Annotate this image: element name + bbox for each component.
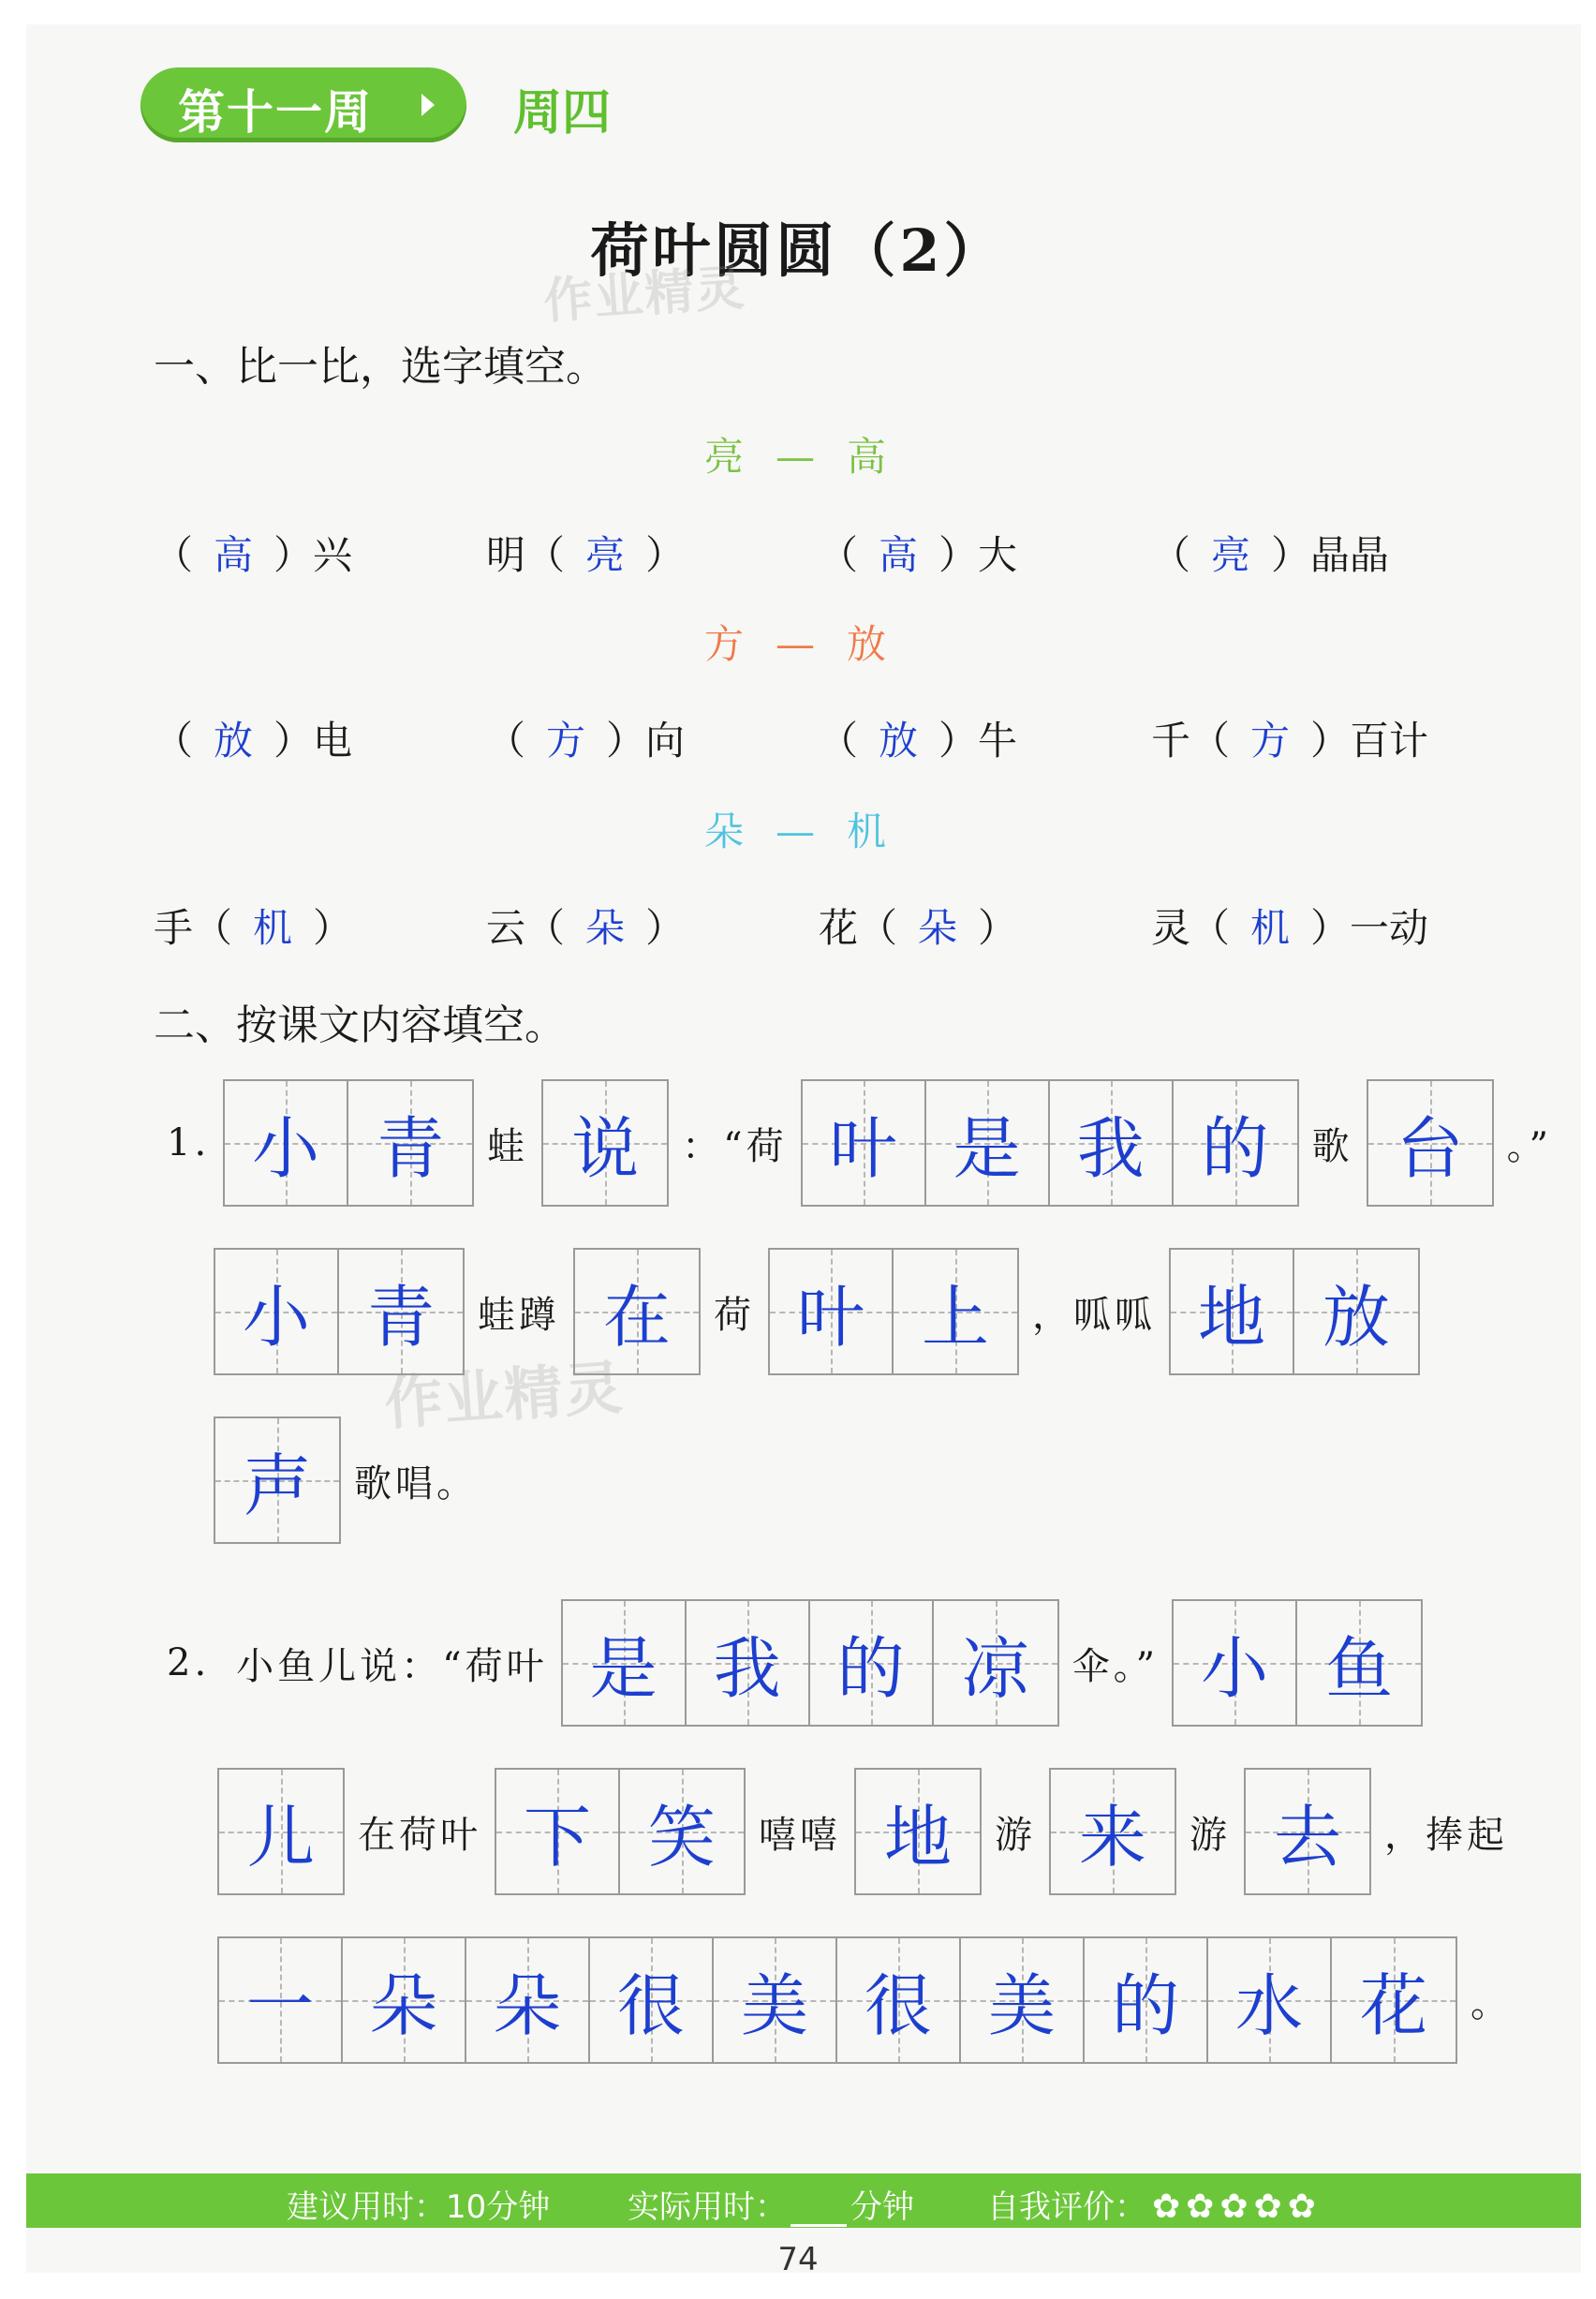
fill-row bbox=[154, 897, 1512, 954]
writing-grid bbox=[495, 1768, 746, 1895]
fill-blank-item bbox=[486, 897, 685, 954]
blank-answer[interactable]: 放 bbox=[879, 718, 919, 764]
fill-blank-item bbox=[1151, 525, 1389, 581]
grid-cell[interactable] bbox=[803, 1081, 926, 1205]
blank-suffix: ）大 bbox=[938, 532, 1018, 578]
writing-grid bbox=[1169, 1248, 1420, 1375]
grid-cell[interactable] bbox=[620, 1770, 744, 1893]
weekday-label: 周四 bbox=[513, 85, 612, 141]
grid-cell[interactable] bbox=[466, 1938, 590, 2062]
handwritten-answer: 朵 bbox=[493, 1966, 561, 2045]
grid-cell[interactable] bbox=[894, 1250, 1017, 1373]
arrow-right-icon bbox=[421, 94, 435, 116]
writing-grid bbox=[217, 1936, 1457, 2064]
page-number: 74 bbox=[777, 2241, 819, 2278]
handwritten-answer: 声 bbox=[243, 1446, 311, 1525]
fill-row bbox=[154, 525, 1512, 581]
handwritten-answer: 上 bbox=[921, 1278, 989, 1357]
pair-char: 亮 bbox=[703, 434, 749, 480]
writing-grid bbox=[573, 1248, 701, 1375]
grid-cell[interactable] bbox=[934, 1601, 1057, 1725]
blank-answer[interactable]: 朵 bbox=[918, 905, 958, 951]
week-badge bbox=[140, 67, 466, 142]
handwritten-answer: 很 bbox=[616, 1966, 685, 2045]
blank-prefix: 花（ bbox=[819, 905, 898, 951]
flower-rating-icon[interactable]: ✿ bbox=[1186, 2188, 1215, 2226]
handwritten-answer: 我 bbox=[713, 1629, 781, 1708]
handwritten-answer: 鱼 bbox=[1325, 1629, 1394, 1708]
compare-pair bbox=[0, 614, 1596, 670]
grid-cell[interactable] bbox=[1174, 1081, 1297, 1205]
grid-cell[interactable] bbox=[687, 1601, 810, 1725]
handwritten-answer: 一 bbox=[245, 1966, 314, 2045]
handwritten-answer: 地 bbox=[883, 1798, 952, 1876]
writing-grid bbox=[768, 1248, 1019, 1375]
handwritten-answer: 地 bbox=[1197, 1278, 1265, 1357]
pair-char: 高 bbox=[847, 434, 893, 480]
grid-cell[interactable] bbox=[926, 1081, 1050, 1205]
handwritten-answer: 朵 bbox=[369, 1966, 437, 2045]
grid-cell[interactable] bbox=[215, 1418, 339, 1542]
handwritten-answer: 叶 bbox=[796, 1278, 864, 1357]
actual-time-label: 实际用时： bbox=[628, 2188, 787, 2226]
blank-answer[interactable]: 朵 bbox=[585, 905, 626, 951]
writing-grid bbox=[1172, 1599, 1423, 1727]
grid-cell[interactable] bbox=[575, 1250, 699, 1373]
grid-cell[interactable] bbox=[1051, 1770, 1175, 1893]
handwritten-answer: 笑 bbox=[647, 1798, 716, 1876]
handwritten-answer: 我 bbox=[1076, 1109, 1145, 1188]
fill-blank-item bbox=[154, 525, 352, 581]
passage-text: 游 bbox=[995, 1813, 1036, 1857]
handwritten-answer: 美 bbox=[987, 1966, 1056, 2045]
passage-text: 蛙蹲 bbox=[478, 1293, 560, 1337]
writing-grid bbox=[1049, 1768, 1176, 1895]
grid-cell[interactable] bbox=[714, 1938, 837, 2062]
grid-cell[interactable] bbox=[348, 1081, 472, 1205]
blank-answer[interactable]: 机 bbox=[253, 905, 293, 951]
actual-time-unit: 分钟 bbox=[850, 2188, 914, 2226]
writing-grid bbox=[801, 1079, 1299, 1207]
handwritten-answer: 青 bbox=[366, 1278, 435, 1357]
handwritten-answer: 台 bbox=[1396, 1109, 1464, 1188]
passage-text: ：“荷 bbox=[682, 1124, 788, 1168]
passage-text: ，捧起 bbox=[1384, 1813, 1508, 1857]
rating-flowers bbox=[1146, 2188, 1316, 2226]
grid-cell[interactable] bbox=[770, 1250, 894, 1373]
watermark-middle: 作业精灵 bbox=[382, 1353, 627, 1438]
blank-prefix: 千（ bbox=[1151, 718, 1231, 764]
passage-text: 荷 bbox=[714, 1293, 755, 1337]
writing-grid bbox=[1244, 1768, 1371, 1895]
blank-suffix: ） bbox=[313, 905, 353, 951]
handwritten-answer: 美 bbox=[740, 1966, 808, 2045]
grid-cell[interactable] bbox=[543, 1081, 667, 1205]
writing-grid bbox=[854, 1768, 982, 1895]
flower-rating-icon[interactable]: ✿ bbox=[1253, 2188, 1282, 2226]
blank-prefix: （ bbox=[819, 532, 859, 578]
fill-blank-item bbox=[819, 710, 1017, 766]
page-title: 荷叶圆圆（2） bbox=[590, 216, 1006, 285]
grid-cell[interactable] bbox=[225, 1081, 348, 1205]
passage-text: 伞。” bbox=[1071, 1644, 1160, 1688]
blank-suffix: ）一动 bbox=[1310, 905, 1429, 951]
handwritten-answer: 很 bbox=[864, 1966, 932, 2045]
flower-rating-icon[interactable]: ✿ bbox=[1287, 2188, 1316, 2226]
grid-cell[interactable] bbox=[1297, 1601, 1421, 1725]
compare-pair bbox=[0, 426, 1596, 482]
footer-bar bbox=[26, 2173, 1581, 2228]
pair-char: 机 bbox=[847, 808, 893, 854]
grid-cell[interactable] bbox=[590, 1938, 714, 2062]
grid-cell[interactable] bbox=[1085, 1938, 1208, 2062]
section1-heading: 一、比一比，选字填空。 bbox=[154, 343, 607, 391]
grid-cell[interactable] bbox=[1294, 1250, 1418, 1373]
blank-answer[interactable]: 方 bbox=[546, 718, 586, 764]
pair-dash: — bbox=[776, 434, 820, 480]
self-evaluation bbox=[987, 2181, 1316, 2227]
blank-prefix: 手（ bbox=[154, 905, 233, 951]
pair-char: 朵 bbox=[703, 808, 749, 854]
pair-dash: — bbox=[776, 621, 820, 667]
passage-text: 。 bbox=[1470, 1981, 1512, 2025]
handwritten-answer: 小 bbox=[242, 1278, 310, 1357]
compare-pair bbox=[0, 801, 1596, 857]
flower-rating-icon[interactable]: ✿ bbox=[1219, 2188, 1249, 2226]
fill-blank-item bbox=[1151, 897, 1428, 954]
passage-text: 小鱼儿说：“荷叶 bbox=[236, 1644, 548, 1688]
grid-cell[interactable] bbox=[215, 1250, 339, 1373]
suggested-time: 建议用时：10分钟 bbox=[287, 2188, 551, 2226]
actual-time-blank[interactable] bbox=[791, 2196, 847, 2227]
fill-blank-item bbox=[154, 897, 352, 954]
writing-grid bbox=[217, 1768, 345, 1895]
blank-prefix: 明（ bbox=[486, 532, 566, 578]
grid-cell[interactable] bbox=[961, 1938, 1085, 2062]
blank-answer[interactable]: 亮 bbox=[1211, 532, 1251, 578]
handwritten-answer: 青 bbox=[377, 1109, 445, 1188]
handwritten-answer: 说 bbox=[571, 1109, 640, 1188]
grid-cell[interactable] bbox=[810, 1601, 934, 1725]
handwritten-answer: 是 bbox=[953, 1109, 1021, 1188]
handwritten-answer: 来 bbox=[1078, 1798, 1146, 1876]
passage-text: 歌唱。 bbox=[354, 1461, 478, 1505]
blank-suffix: ） bbox=[645, 905, 686, 951]
handwritten-answer: 小 bbox=[252, 1109, 320, 1188]
writing-grid bbox=[223, 1079, 474, 1207]
handwritten-answer: 水 bbox=[1234, 1966, 1303, 2045]
writing-grid bbox=[214, 1248, 465, 1375]
passage-text: 。” bbox=[1506, 1124, 1553, 1168]
watermark-top: 作业精灵 bbox=[541, 260, 748, 331]
handwritten-answer: 的 bbox=[1201, 1109, 1269, 1188]
grid-cell[interactable] bbox=[1368, 1081, 1492, 1205]
grid-cell[interactable] bbox=[1050, 1081, 1174, 1205]
question-number: 1. bbox=[167, 1121, 211, 1164]
writing-grid bbox=[541, 1079, 669, 1207]
handwritten-answer: 的 bbox=[836, 1629, 905, 1708]
passage-text: 游 bbox=[1190, 1813, 1231, 1857]
handwritten-answer: 小 bbox=[1201, 1629, 1269, 1708]
fill-row bbox=[154, 710, 1512, 766]
blank-prefix: 灵（ bbox=[1151, 905, 1231, 951]
blank-suffix: ）兴 bbox=[273, 532, 353, 578]
passage-text: 在荷叶 bbox=[358, 1813, 481, 1857]
self-eval-label: 自我评价： bbox=[987, 2188, 1146, 2226]
grid-cell[interactable] bbox=[563, 1601, 687, 1725]
blank-prefix: （ bbox=[154, 532, 194, 578]
section2-heading: 二、按课文内容填空。 bbox=[154, 1001, 566, 1049]
fill-blank-item bbox=[819, 525, 1017, 581]
blank-prefix: （ bbox=[1151, 532, 1191, 578]
grid-cell[interactable] bbox=[219, 1770, 343, 1893]
grid-cell[interactable] bbox=[856, 1770, 980, 1893]
writing-grid bbox=[561, 1599, 1059, 1727]
fill-blank-item bbox=[1151, 710, 1428, 766]
pair-char: 方 bbox=[703, 621, 749, 667]
blank-answer[interactable]: 机 bbox=[1250, 905, 1291, 951]
grid-cell[interactable] bbox=[219, 1938, 343, 2062]
blank-suffix: ）牛 bbox=[938, 718, 1018, 764]
writing-grid bbox=[214, 1416, 341, 1544]
fill-blank-item bbox=[154, 710, 352, 766]
writing-grid bbox=[1367, 1079, 1494, 1207]
blank-answer[interactable]: 亮 bbox=[585, 532, 626, 578]
week-label: 第十一周 bbox=[178, 85, 373, 140]
blank-answer[interactable]: 方 bbox=[1250, 718, 1291, 764]
pair-char: 放 bbox=[847, 621, 893, 667]
grid-cell[interactable] bbox=[339, 1250, 463, 1373]
grid-cell[interactable] bbox=[1332, 1938, 1456, 2062]
blank-prefix: （ bbox=[154, 718, 194, 764]
blank-suffix: ）向 bbox=[606, 718, 686, 764]
grid-cell[interactable] bbox=[1171, 1250, 1294, 1373]
blank-suffix: ）百计 bbox=[1310, 718, 1429, 764]
question-number: 2. bbox=[167, 1641, 211, 1684]
blank-suffix: ）晶晶 bbox=[1271, 532, 1390, 578]
handwritten-answer: 在 bbox=[602, 1278, 671, 1357]
blank-prefix: （ bbox=[819, 718, 859, 764]
grid-cell[interactable] bbox=[1246, 1770, 1369, 1893]
handwritten-answer: 花 bbox=[1359, 1966, 1427, 2045]
blank-answer[interactable]: 高 bbox=[879, 532, 919, 578]
handwritten-answer: 下 bbox=[523, 1798, 591, 1876]
passage-text: 歌 bbox=[1311, 1124, 1353, 1168]
passage-text: 蛙 bbox=[487, 1124, 529, 1168]
blank-prefix: 云（ bbox=[486, 905, 566, 951]
fill-blank-item bbox=[819, 897, 1017, 954]
handwritten-answer: 放 bbox=[1322, 1278, 1390, 1357]
grid-cell[interactable] bbox=[837, 1938, 961, 2062]
actual-time bbox=[628, 2181, 914, 2227]
grid-cell[interactable] bbox=[343, 1938, 466, 2062]
blank-suffix: ）电 bbox=[273, 718, 353, 764]
passage-text: ，呱呱 bbox=[1032, 1293, 1156, 1337]
handwritten-answer: 儿 bbox=[246, 1798, 315, 1876]
fill-blank-item bbox=[486, 525, 685, 581]
handwritten-answer: 凉 bbox=[961, 1629, 1029, 1708]
grid-cell[interactable] bbox=[1208, 1938, 1332, 2062]
blank-prefix: （ bbox=[486, 718, 526, 764]
flower-rating-icon[interactable]: ✿ bbox=[1152, 2188, 1181, 2226]
blank-suffix: ） bbox=[645, 532, 686, 578]
handwritten-answer: 的 bbox=[1111, 1966, 1179, 2045]
handwritten-answer: 去 bbox=[1273, 1798, 1341, 1876]
blank-answer[interactable]: 放 bbox=[214, 718, 254, 764]
grid-cell[interactable] bbox=[496, 1770, 620, 1893]
handwritten-answer: 叶 bbox=[829, 1109, 897, 1188]
blank-answer[interactable]: 高 bbox=[214, 532, 254, 578]
grid-cell[interactable] bbox=[1174, 1601, 1297, 1725]
fill-blank-item bbox=[486, 710, 685, 766]
blank-suffix: ） bbox=[978, 905, 1018, 951]
passage-text: 嘻嘻 bbox=[759, 1813, 841, 1857]
handwritten-answer: 是 bbox=[589, 1629, 658, 1708]
pair-dash: — bbox=[776, 808, 820, 854]
